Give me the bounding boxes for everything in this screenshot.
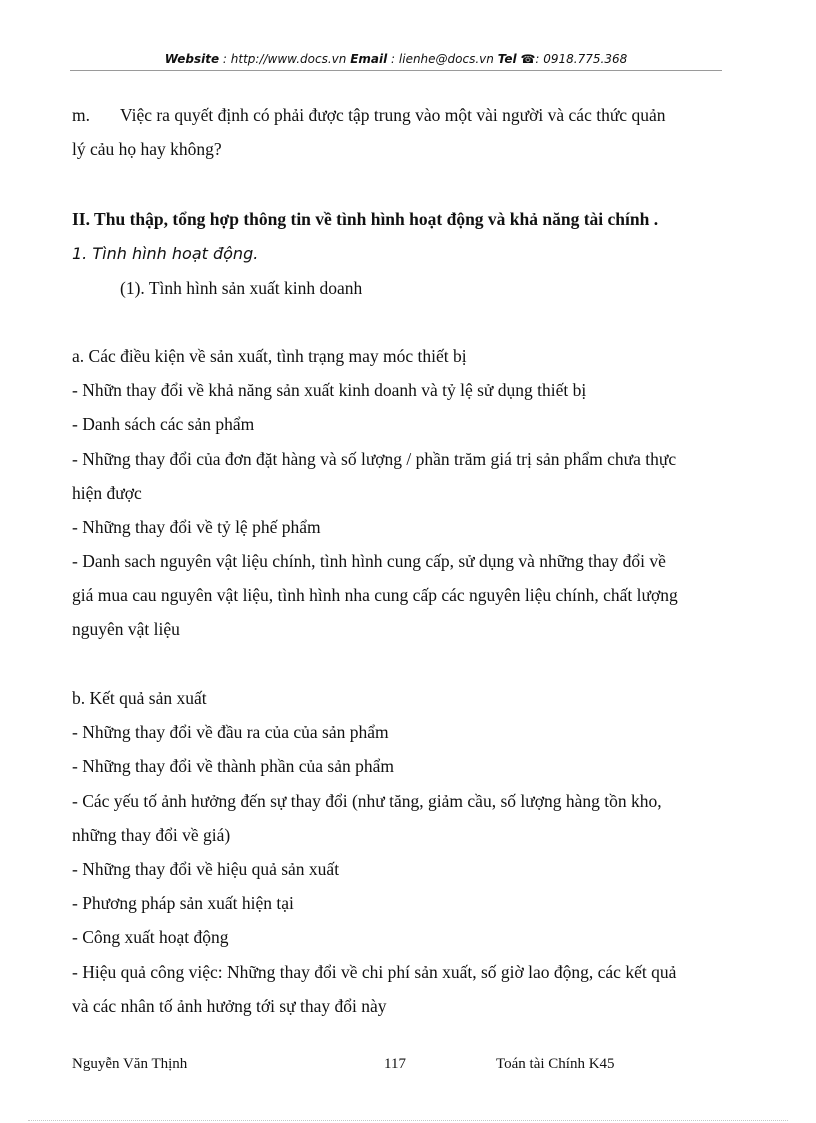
part-a-line: - Danh sách các sản phẩm — [72, 414, 255, 434]
tel-label: Tel — [497, 52, 517, 66]
part-a-line: giá mua cau nguyên vật liệu, tình hình nha cung cấp các nguyên liệu chính, chất lượng — [72, 585, 678, 605]
part-b-line: - Hiệu quả công việc: Những thay đổi về chi phí sản xuất, số giờ lao động, các kết quả — [72, 962, 677, 982]
footer-page-number: 117 — [384, 1056, 406, 1072]
email-value: : lienhe@docs.vn — [391, 52, 494, 66]
tel-value: : 0918.775.368 — [535, 52, 628, 66]
item-m-marker: m. — [72, 105, 90, 125]
item-m-line-2: lý cảu họ hay không? — [72, 139, 222, 159]
website-label: Website — [164, 52, 220, 66]
part-a-line: - Danh sach nguyên vật liệu chính, tình hình cung cấp, sử dụng và những thay đổi về — [72, 551, 666, 571]
part-a-line: nguyên vật liệu — [72, 619, 180, 639]
part-b-line: - Các yếu tố ảnh hưởng đến sự thay đổi (như tăng, giảm cầu, số lượng hàng tồn kho, — [72, 791, 662, 811]
footer-author: Nguyễn Văn Thịnh — [72, 1056, 188, 1072]
part-b-line: những thay đổi về giá) — [72, 825, 231, 845]
website-value: : http://www.docs.vn — [222, 52, 347, 66]
email-label: Email — [350, 52, 388, 66]
page-bottom-border — [28, 1120, 788, 1121]
part-b-line: và các nhân tố ảnh hưởng tới sự thay đổi này — [72, 996, 387, 1016]
page-header — [70, 50, 722, 68]
phone-icon: ☎ — [520, 52, 536, 66]
part-b-title: b. Kết quả sản xuất — [72, 688, 207, 708]
subsection-heading: 1. Tình hình hoạt động. — [72, 244, 259, 263]
subsection-item: (1). Tình hình sản xuất kinh doanh — [120, 278, 363, 298]
part-a-line: hiện được — [72, 483, 142, 503]
item-m-line-1: Việc ra quyết định có phải được tập trung vào một vài người và các thức quản — [120, 105, 666, 125]
part-a-line: - Nhữn thay đổi về khả năng sản xuất kinh doanh và tỷ lệ sử dụng thiết bị — [72, 380, 587, 400]
part-b-line: - Những thay đổi về đầu ra của của sản phẩm — [72, 722, 389, 742]
part-a-line: - Những thay đổi về tỷ lệ phế phẩm — [72, 517, 321, 537]
part-a-line: - Những thay đổi của đơn đặt hàng và số lượng / phần trăm giá trị sản phẩm chưa thực — [72, 449, 677, 469]
footer-course: Toán tài Chính K45 — [496, 1056, 615, 1072]
part-b-line: - Công xuất hoạt động — [72, 927, 229, 947]
part-b-line: - Những thay đổi về hiệu quả sản xuất — [72, 859, 340, 879]
part-b-line: - Những thay đổi về thành phần của sản phẩm — [72, 756, 394, 776]
header-divider — [70, 70, 722, 71]
part-b-line: - Phương pháp sản xuất hiện tại — [72, 893, 294, 913]
section-heading: II. Thu thập, tổng hợp thông tin về tình hình hoạt động và khả năng tài chính . — [72, 209, 659, 229]
part-a-title: a. Các điều kiện về sản xuất, tình trạng may móc thiết bị — [72, 346, 467, 366]
